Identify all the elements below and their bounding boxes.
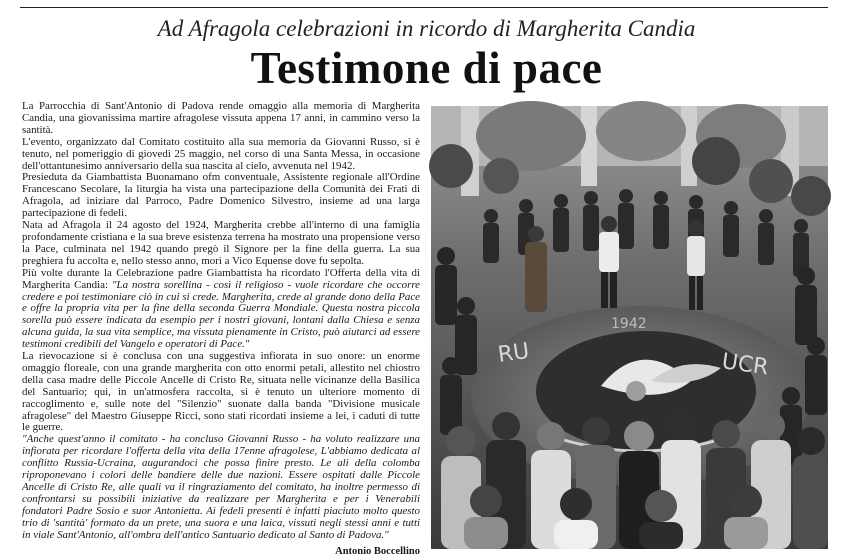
article-title: Testimone di pace: [250, 43, 603, 93]
quote: "La nostra sorellina - così il religioso - vuole ricordare che occorre credere e poi testimoniare ciò in cui si crede. Margherita, crede al grande dono della Pace e offre la propria vita per la fine della seconda Guerra Mondiale. Questa nostra piccola sorella può essere indicata da esempio per i nostri giovani, lontani dalla Chiesa e senza alcuna guida, la sua vita semplice, ma vissuta pienamente in Cristo, può aiutarci ad essere testimoni credibili del Vangelo e operatori di Pace.": [22, 278, 420, 351]
paragraph-lead: Più volte durante la Celebrazione padre Giambattista ha ricordato l'Offerta della vita di Margherita Candia:: [22, 266, 420, 291]
event-photo: [431, 106, 828, 549]
article-subtitle: Ad Afragola celebrazioni in ricordo di Margherita Candia: [157, 16, 696, 41]
paragraph: La rievocazione si è conclusa con una suggestiva infiorata in suo onore: un enorme omaggio floreale, con una grande margherita con otto enormi petali, allestito nel chiostro della casa madre delle Piccole Ancelle di Cristo Re, situata nelle vicinanze della Basilica del Santuario; qui, in un'atmosfera raccolta, si è tenuto un ulteriore momento di raccoglimento e, sulle note del "Silenzio" suonate dalla banda "Divisione musicale afragolese" del Maestro Giuseppe Ricci, sono stati ricordati insieme a lei, i caduti di tutte le guerre.: [22, 350, 420, 434]
floor-text-right: UCR: [720, 349, 770, 381]
article-body: [22, 100, 420, 557]
floor-text-left: RU: [496, 338, 531, 368]
paragraph: La Parrocchia di Sant'Antonio di Padova rende omaggio alla memoria di Margherita Candia, una giovanissima martire afragolese vissuta appena 17 anni, in cammino verso la santità.: [22, 100, 420, 136]
author-byline: Antonio Boccellino: [335, 545, 420, 557]
floor-text-top: 1942: [611, 316, 647, 332]
top-rule: [20, 7, 828, 8]
paragraph: Presieduta da Giambattista Buonamano ofm conventuale, Assistente regionale all'Ordine Francescano Secolare, la liturgia ha vista una partecipazione della Comunità dei Frati di Afragola, ad iniziare dal Parroco, Padre Domenico Silvestro, insieme ad una larga partecipazione di fedeli.: [22, 171, 420, 220]
quote-paragraph: "Anche quest'anno il comitato - ha concluso Giovanni Russo - ha voluto realizzare una infiorata per ricordare l'offerta della vita della 17enne afragolese, L'abbiamo dedicata al conflitto Russia-Ucraina, augurandoci che possa finire presto. Le ali della colomba riproponevano i colori delle bandiere delle due nazioni. Essere ospitati dalle Piccole Ancelle di Cristo Re, alle quali va il ringraziamento del comitato, ha inoltre permesso di confrontarsi su possibili iniziative da realizzare per Margherita e per i Venerabili fondatori Padre Sosio e suor Antonietta. Ai fedeli presenti è infatti piaciuto molto questo trio di 'santità' formato da un prete, una suora e una laica, vissuti negli stessi anni e tutti in viale Sant'Antonio, all'ombra dell'antico Santuario dedicato al Santo di Padova.": [22, 433, 420, 541]
paragraph: L'evento, organizzato dal Comitato costituito alla sua memoria da Giovanni Russo, si è tenuto, nel pomeriggio di giovedì 25 maggio, nel corso di una Santa Messa, in occasione dell'ottantunesimo anniversario della sua nascita al cielo, avvenuta nel 1942.: [22, 135, 420, 172]
paragraph: Nata ad Afragola il 24 agosto del 1924, Margherita crebbe all'interno di una famiglia profondamente cristiana e la sua breve esistenza terrena ha mostrato una propensione verso la Pace, culminata nel 1942 quando pregò il Signore per la fine della guerra. La sua preghiera fu accolta e, nello stesso anno, morì a Vico Equense dove fu sepolta.: [22, 219, 420, 267]
paragraph: [22, 268, 420, 351]
